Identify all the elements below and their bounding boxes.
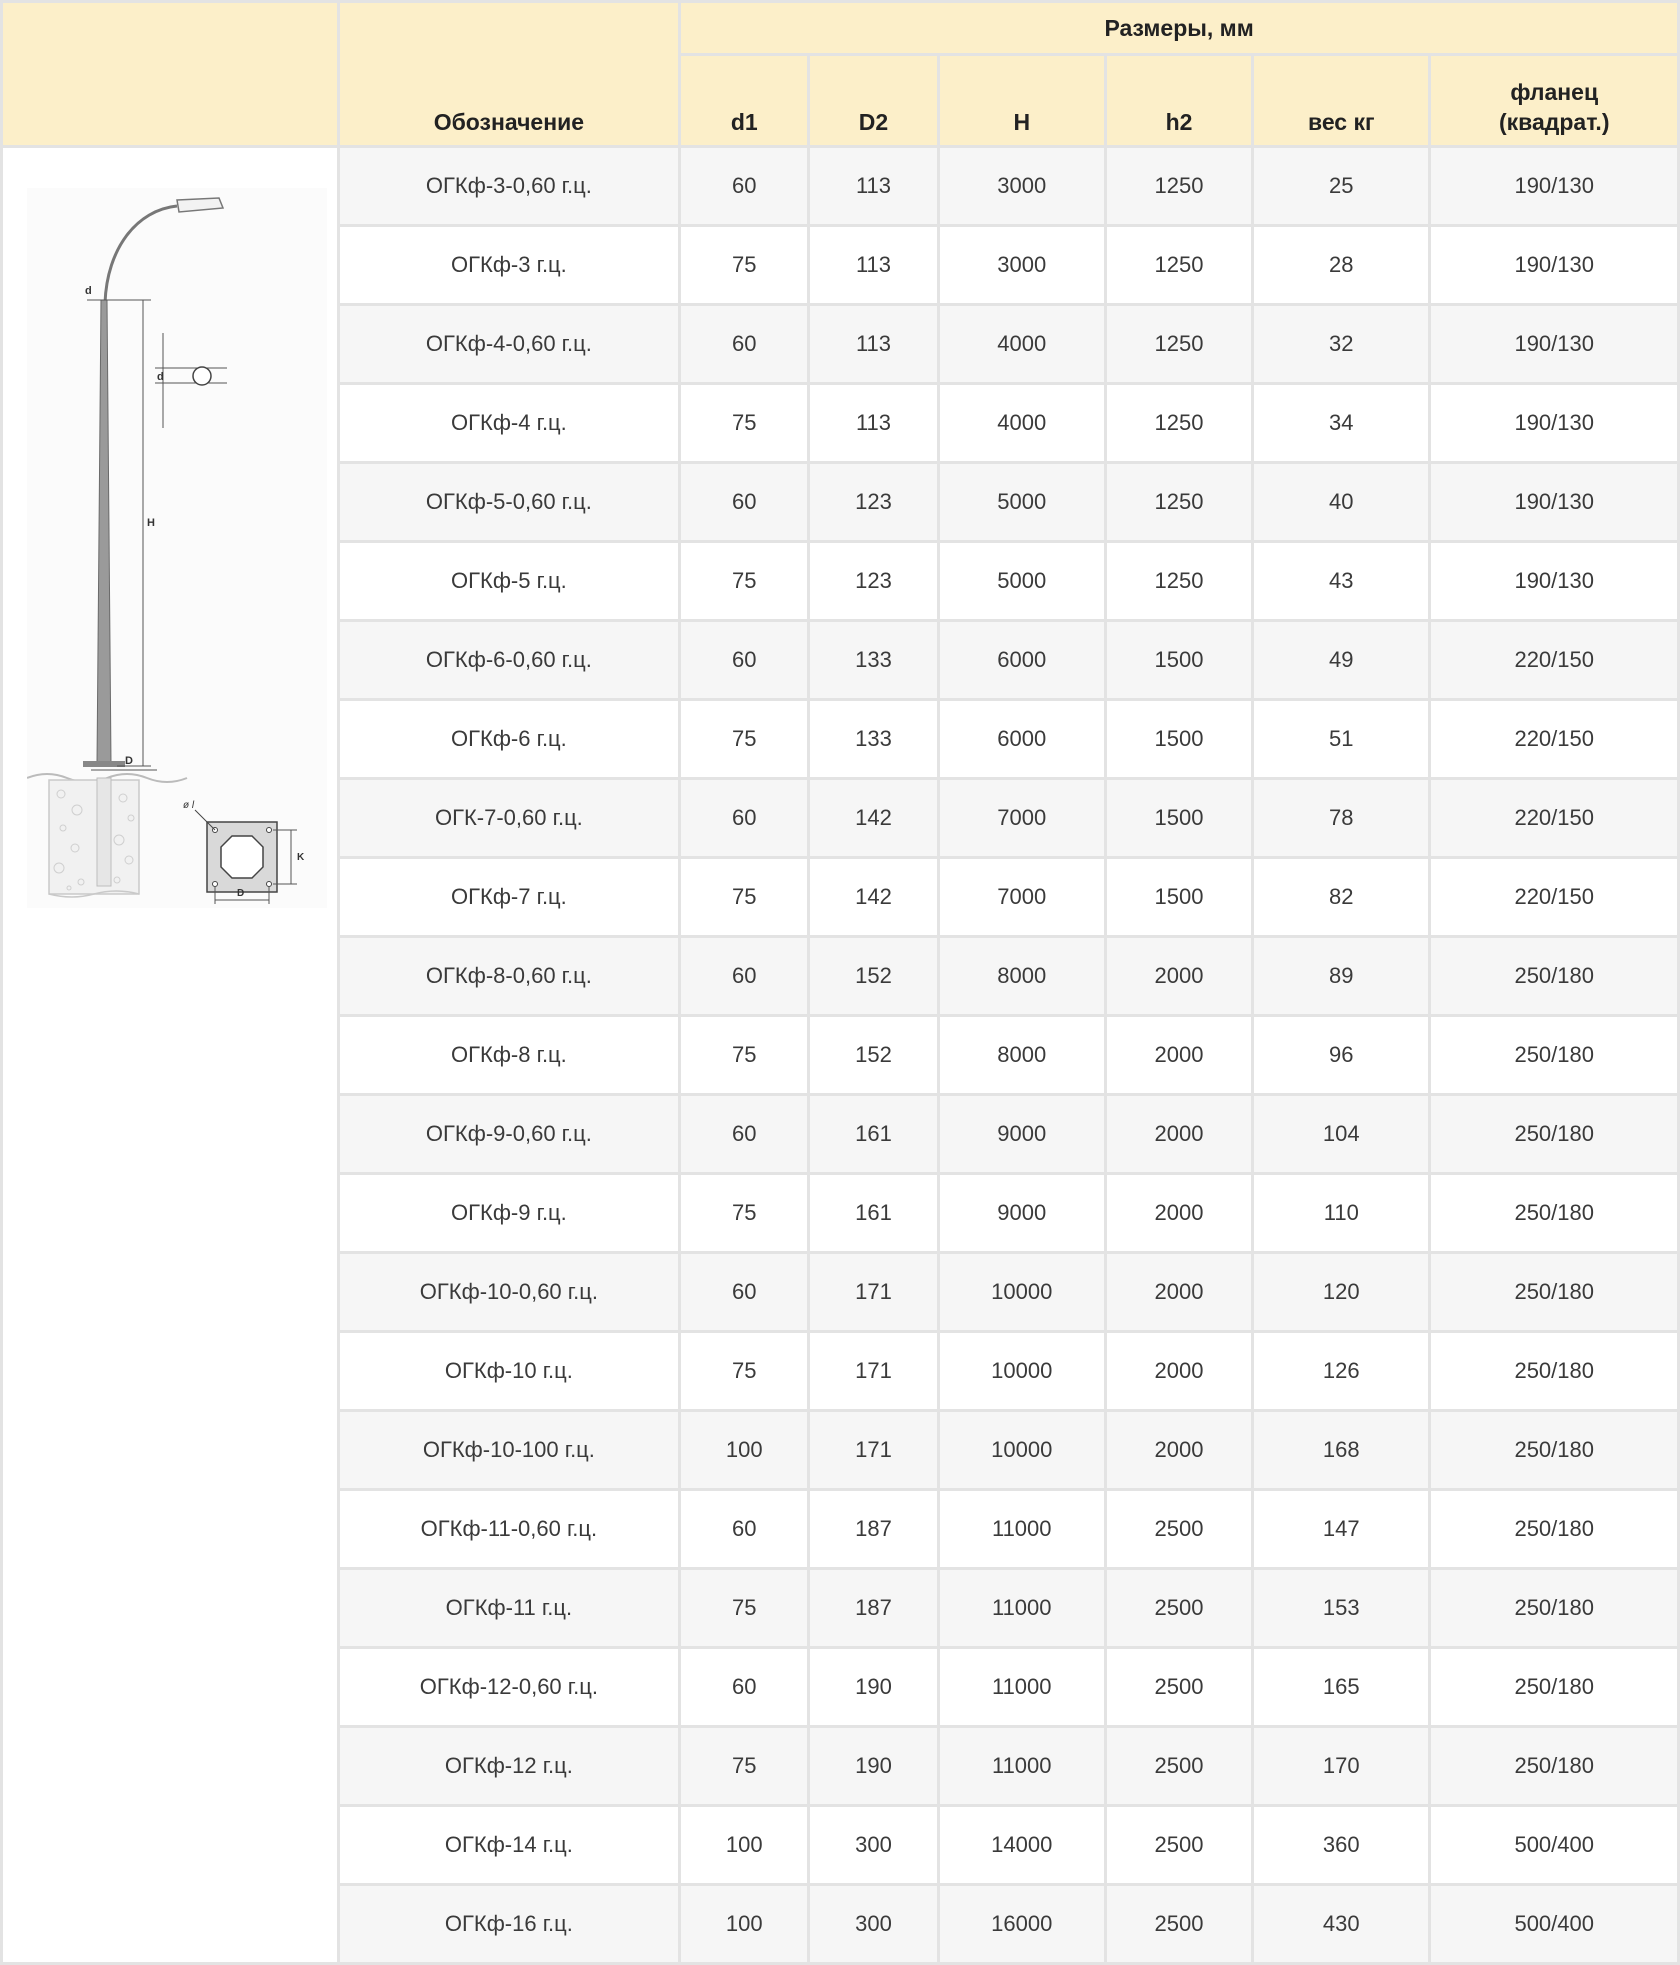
cell-d1: 60 <box>681 938 807 1014</box>
cell-name: ОГКф-5-0,60 г.ц. <box>340 464 679 540</box>
label-D-flange: D <box>237 888 245 899</box>
cell-d2: 123 <box>810 464 936 540</box>
cell-weight: 32 <box>1254 306 1428 382</box>
cell-flange: 250/180 <box>1431 1254 1677 1330</box>
cell-flange: 250/180 <box>1431 1491 1677 1567</box>
cell-weight: 28 <box>1254 227 1428 303</box>
cell-weight: 147 <box>1254 1491 1428 1567</box>
header-D2: D2 <box>810 56 936 145</box>
cell-d1: 75 <box>681 1728 807 1804</box>
cell-h2: 1250 <box>1107 543 1251 619</box>
header-d1: d1 <box>681 56 807 145</box>
cell-d1: 75 <box>681 1570 807 1646</box>
cell-flange: 220/150 <box>1431 701 1677 777</box>
cell-h2: 2000 <box>1107 1096 1251 1172</box>
cell-h2: 1500 <box>1107 859 1251 935</box>
cell-h: 11000 <box>940 1649 1104 1725</box>
cell-flange: 190/130 <box>1431 227 1677 303</box>
cell-d2: 123 <box>810 543 936 619</box>
cell-name: ОГКф-3-0,60 г.ц. <box>340 148 679 224</box>
cell-d2: 300 <box>810 1807 936 1883</box>
cell-d1: 75 <box>681 701 807 777</box>
cell-d2: 142 <box>810 780 936 856</box>
cell-d1: 75 <box>681 859 807 935</box>
cell-h: 10000 <box>940 1254 1104 1330</box>
cell-flange: 250/180 <box>1431 938 1677 1014</box>
cell-name: ОГКф-10 г.ц. <box>340 1333 679 1409</box>
cell-flange: 250/180 <box>1431 1175 1677 1251</box>
label-D-base: D <box>125 755 133 767</box>
cell-flange: 190/130 <box>1431 306 1677 382</box>
cell-h2: 2500 <box>1107 1807 1251 1883</box>
cell-name: ОГКф-6-0,60 г.ц. <box>340 622 679 698</box>
cell-weight: 110 <box>1254 1175 1428 1251</box>
cell-flange: 190/130 <box>1431 148 1677 224</box>
cell-h2: 2000 <box>1107 1017 1251 1093</box>
cell-flange: 250/180 <box>1431 1570 1677 1646</box>
cell-name: ОГКф-7 г.ц. <box>340 859 679 935</box>
cell-weight: 34 <box>1254 385 1428 461</box>
cell-d2: 190 <box>810 1649 936 1725</box>
header-flange-line2: (квадрат.) <box>1498 109 1610 135</box>
cell-h2: 2000 <box>1107 1254 1251 1330</box>
cell-name: ОГКф-4-0,60 г.ц. <box>340 306 679 382</box>
cell-h2: 2500 <box>1107 1491 1251 1567</box>
header-h2: h2 <box>1107 56 1251 145</box>
cell-d2: 300 <box>810 1886 936 1962</box>
cell-flange: 220/150 <box>1431 780 1677 856</box>
cell-h2: 1250 <box>1107 227 1251 303</box>
cell-h2: 2500 <box>1107 1649 1251 1725</box>
cell-d1: 60 <box>681 1254 807 1330</box>
cell-h: 7000 <box>940 780 1104 856</box>
cell-name: ОГКф-4 г.ц. <box>340 385 679 461</box>
cell-h2: 2000 <box>1107 1175 1251 1251</box>
cell-h2: 1250 <box>1107 385 1251 461</box>
cell-name: ОГКф-8 г.ц. <box>340 1017 679 1093</box>
cell-name: ОГКф-9-0,60 г.ц. <box>340 1096 679 1172</box>
cell-h2: 1500 <box>1107 780 1251 856</box>
cell-name: ОГКф-9 г.ц. <box>340 1175 679 1251</box>
cell-flange: 250/180 <box>1431 1017 1677 1093</box>
cell-h: 8000 <box>940 1017 1104 1093</box>
cell-flange: 500/400 <box>1431 1807 1677 1883</box>
header-designation: Обозначение <box>340 3 679 145</box>
cell-h: 14000 <box>940 1807 1104 1883</box>
cell-h: 11000 <box>940 1570 1104 1646</box>
cell-d2: 171 <box>810 1333 936 1409</box>
cell-d1: 60 <box>681 1649 807 1725</box>
cell-name: ОГКф-10-100 г.ц. <box>340 1412 679 1488</box>
cell-d2: 113 <box>810 227 936 303</box>
cell-d2: 133 <box>810 622 936 698</box>
cell-d1: 60 <box>681 1096 807 1172</box>
cell-d2: 113 <box>810 385 936 461</box>
cell-d1: 75 <box>681 1017 807 1093</box>
cell-weight: 89 <box>1254 938 1428 1014</box>
cell-h2: 2000 <box>1107 938 1251 1014</box>
cell-flange: 250/180 <box>1431 1649 1677 1725</box>
cell-d1: 75 <box>681 385 807 461</box>
cell-h: 4000 <box>940 385 1104 461</box>
cell-flange: 250/180 <box>1431 1333 1677 1409</box>
cell-name: ОГКф-6 г.ц. <box>340 701 679 777</box>
cell-h2: 2500 <box>1107 1728 1251 1804</box>
cell-h: 4000 <box>940 306 1104 382</box>
cell-h2: 1250 <box>1107 148 1251 224</box>
cell-flange: 190/130 <box>1431 464 1677 540</box>
cell-d2: 171 <box>810 1254 936 1330</box>
cell-flange: 250/180 <box>1431 1412 1677 1488</box>
header-flange <box>1431 56 1677 145</box>
cell-weight: 49 <box>1254 622 1428 698</box>
cell-h2: 1500 <box>1107 701 1251 777</box>
cell-d1: 75 <box>681 1333 807 1409</box>
cell-weight: 168 <box>1254 1412 1428 1488</box>
label-d-top: d <box>85 285 92 297</box>
header-corner <box>3 3 337 145</box>
table-header <box>3 3 1677 145</box>
pole-drawing <box>27 188 327 908</box>
cell-flange: 500/400 <box>1431 1886 1677 1962</box>
cell-h: 3000 <box>940 227 1104 303</box>
cell-d2: 171 <box>810 1412 936 1488</box>
cell-d1: 60 <box>681 1491 807 1567</box>
cell-d1: 60 <box>681 464 807 540</box>
cell-d1: 100 <box>681 1807 807 1883</box>
cell-d1: 75 <box>681 1175 807 1251</box>
cell-weight: 78 <box>1254 780 1428 856</box>
cell-d2: 190 <box>810 1728 936 1804</box>
cell-weight: 120 <box>1254 1254 1428 1330</box>
cell-d2: 152 <box>810 1017 936 1093</box>
cell-h: 5000 <box>940 543 1104 619</box>
cell-d1: 60 <box>681 622 807 698</box>
cell-weight: 430 <box>1254 1886 1428 1962</box>
cell-h: 5000 <box>940 464 1104 540</box>
cell-d2: 152 <box>810 938 936 1014</box>
cell-name: ОГКф-16 г.ц. <box>340 1886 679 1962</box>
cell-flange: 250/180 <box>1431 1096 1677 1172</box>
cell-h2: 1250 <box>1107 306 1251 382</box>
cell-flange: 190/130 <box>1431 543 1677 619</box>
cell-h: 8000 <box>940 938 1104 1014</box>
cell-name: ОГКф-12 г.ц. <box>340 1728 679 1804</box>
cell-name: ОГКф-5 г.ц. <box>340 543 679 619</box>
cell-d1: 100 <box>681 1886 807 1962</box>
cell-name: ОГК-7-0,60 г.ц. <box>340 780 679 856</box>
cell-weight: 153 <box>1254 1570 1428 1646</box>
cell-weight: 126 <box>1254 1333 1428 1409</box>
cell-d2: 113 <box>810 148 936 224</box>
cell-d2: 142 <box>810 859 936 935</box>
cell-d2: 161 <box>810 1096 936 1172</box>
cell-h2: 1250 <box>1107 464 1251 540</box>
cell-d2: 113 <box>810 306 936 382</box>
cell-h2: 1500 <box>1107 622 1251 698</box>
cell-d2: 161 <box>810 1175 936 1251</box>
cell-d2: 187 <box>810 1570 936 1646</box>
cell-weight: 43 <box>1254 543 1428 619</box>
cell-h2: 2500 <box>1107 1570 1251 1646</box>
table-row <box>3 148 1677 224</box>
cell-h: 6000 <box>940 622 1104 698</box>
cell-flange: 220/150 <box>1431 622 1677 698</box>
cell-weight: 82 <box>1254 859 1428 935</box>
cell-name: ОГКф-11 г.ц. <box>340 1570 679 1646</box>
header-weight: вес кг <box>1254 56 1428 145</box>
cell-h: 11000 <box>940 1728 1104 1804</box>
cell-h: 6000 <box>940 701 1104 777</box>
cell-weight: 165 <box>1254 1649 1428 1725</box>
cell-h2: 2000 <box>1107 1412 1251 1488</box>
label-d-section: d <box>157 371 164 383</box>
cell-name: ОГКф-3 г.ц. <box>340 227 679 303</box>
label-K: K <box>297 852 305 863</box>
cell-weight: 96 <box>1254 1017 1428 1093</box>
cell-flange: 220/150 <box>1431 859 1677 935</box>
cell-weight: 360 <box>1254 1807 1428 1883</box>
cell-name: ОГКф-12-0,60 г.ц. <box>340 1649 679 1725</box>
cell-h2: 2000 <box>1107 1333 1251 1409</box>
cell-d1: 60 <box>681 306 807 382</box>
table-body <box>3 148 1677 1962</box>
cell-d1: 100 <box>681 1412 807 1488</box>
cell-weight: 40 <box>1254 464 1428 540</box>
cell-h: 3000 <box>940 148 1104 224</box>
cell-d2: 133 <box>810 701 936 777</box>
label-bolt: ø l <box>183 800 195 811</box>
cell-h: 7000 <box>940 859 1104 935</box>
cell-d2: 187 <box>810 1491 936 1567</box>
cell-weight: 104 <box>1254 1096 1428 1172</box>
cell-weight: 25 <box>1254 148 1428 224</box>
cell-name: ОГКф-8-0,60 г.ц. <box>340 938 679 1014</box>
cell-d1: 75 <box>681 543 807 619</box>
cell-weight: 51 <box>1254 701 1428 777</box>
cell-h: 11000 <box>940 1491 1104 1567</box>
cell-d1: 75 <box>681 227 807 303</box>
cell-weight: 170 <box>1254 1728 1428 1804</box>
cell-h: 16000 <box>940 1886 1104 1962</box>
header-flange-line1: фланец <box>1510 79 1599 105</box>
cell-d1: 60 <box>681 780 807 856</box>
label-H: H <box>147 517 155 529</box>
cell-h2: 2500 <box>1107 1886 1251 1962</box>
cell-h: 10000 <box>940 1412 1104 1488</box>
cell-name: ОГКф-14 г.ц. <box>340 1807 679 1883</box>
cell-h: 10000 <box>940 1333 1104 1409</box>
cell-name: ОГКф-11-0,60 г.ц. <box>340 1491 679 1567</box>
cell-flange: 250/180 <box>1431 1728 1677 1804</box>
cell-h: 9000 <box>940 1175 1104 1251</box>
drawing-cell <box>3 148 337 1962</box>
cell-name: ОГКф-10-0,60 г.ц. <box>340 1254 679 1330</box>
header-dimensions-group: Размеры, мм <box>681 3 1677 53</box>
cell-d1: 60 <box>681 148 807 224</box>
cell-h: 9000 <box>940 1096 1104 1172</box>
header-H: H <box>940 56 1104 145</box>
cell-flange: 190/130 <box>1431 385 1677 461</box>
